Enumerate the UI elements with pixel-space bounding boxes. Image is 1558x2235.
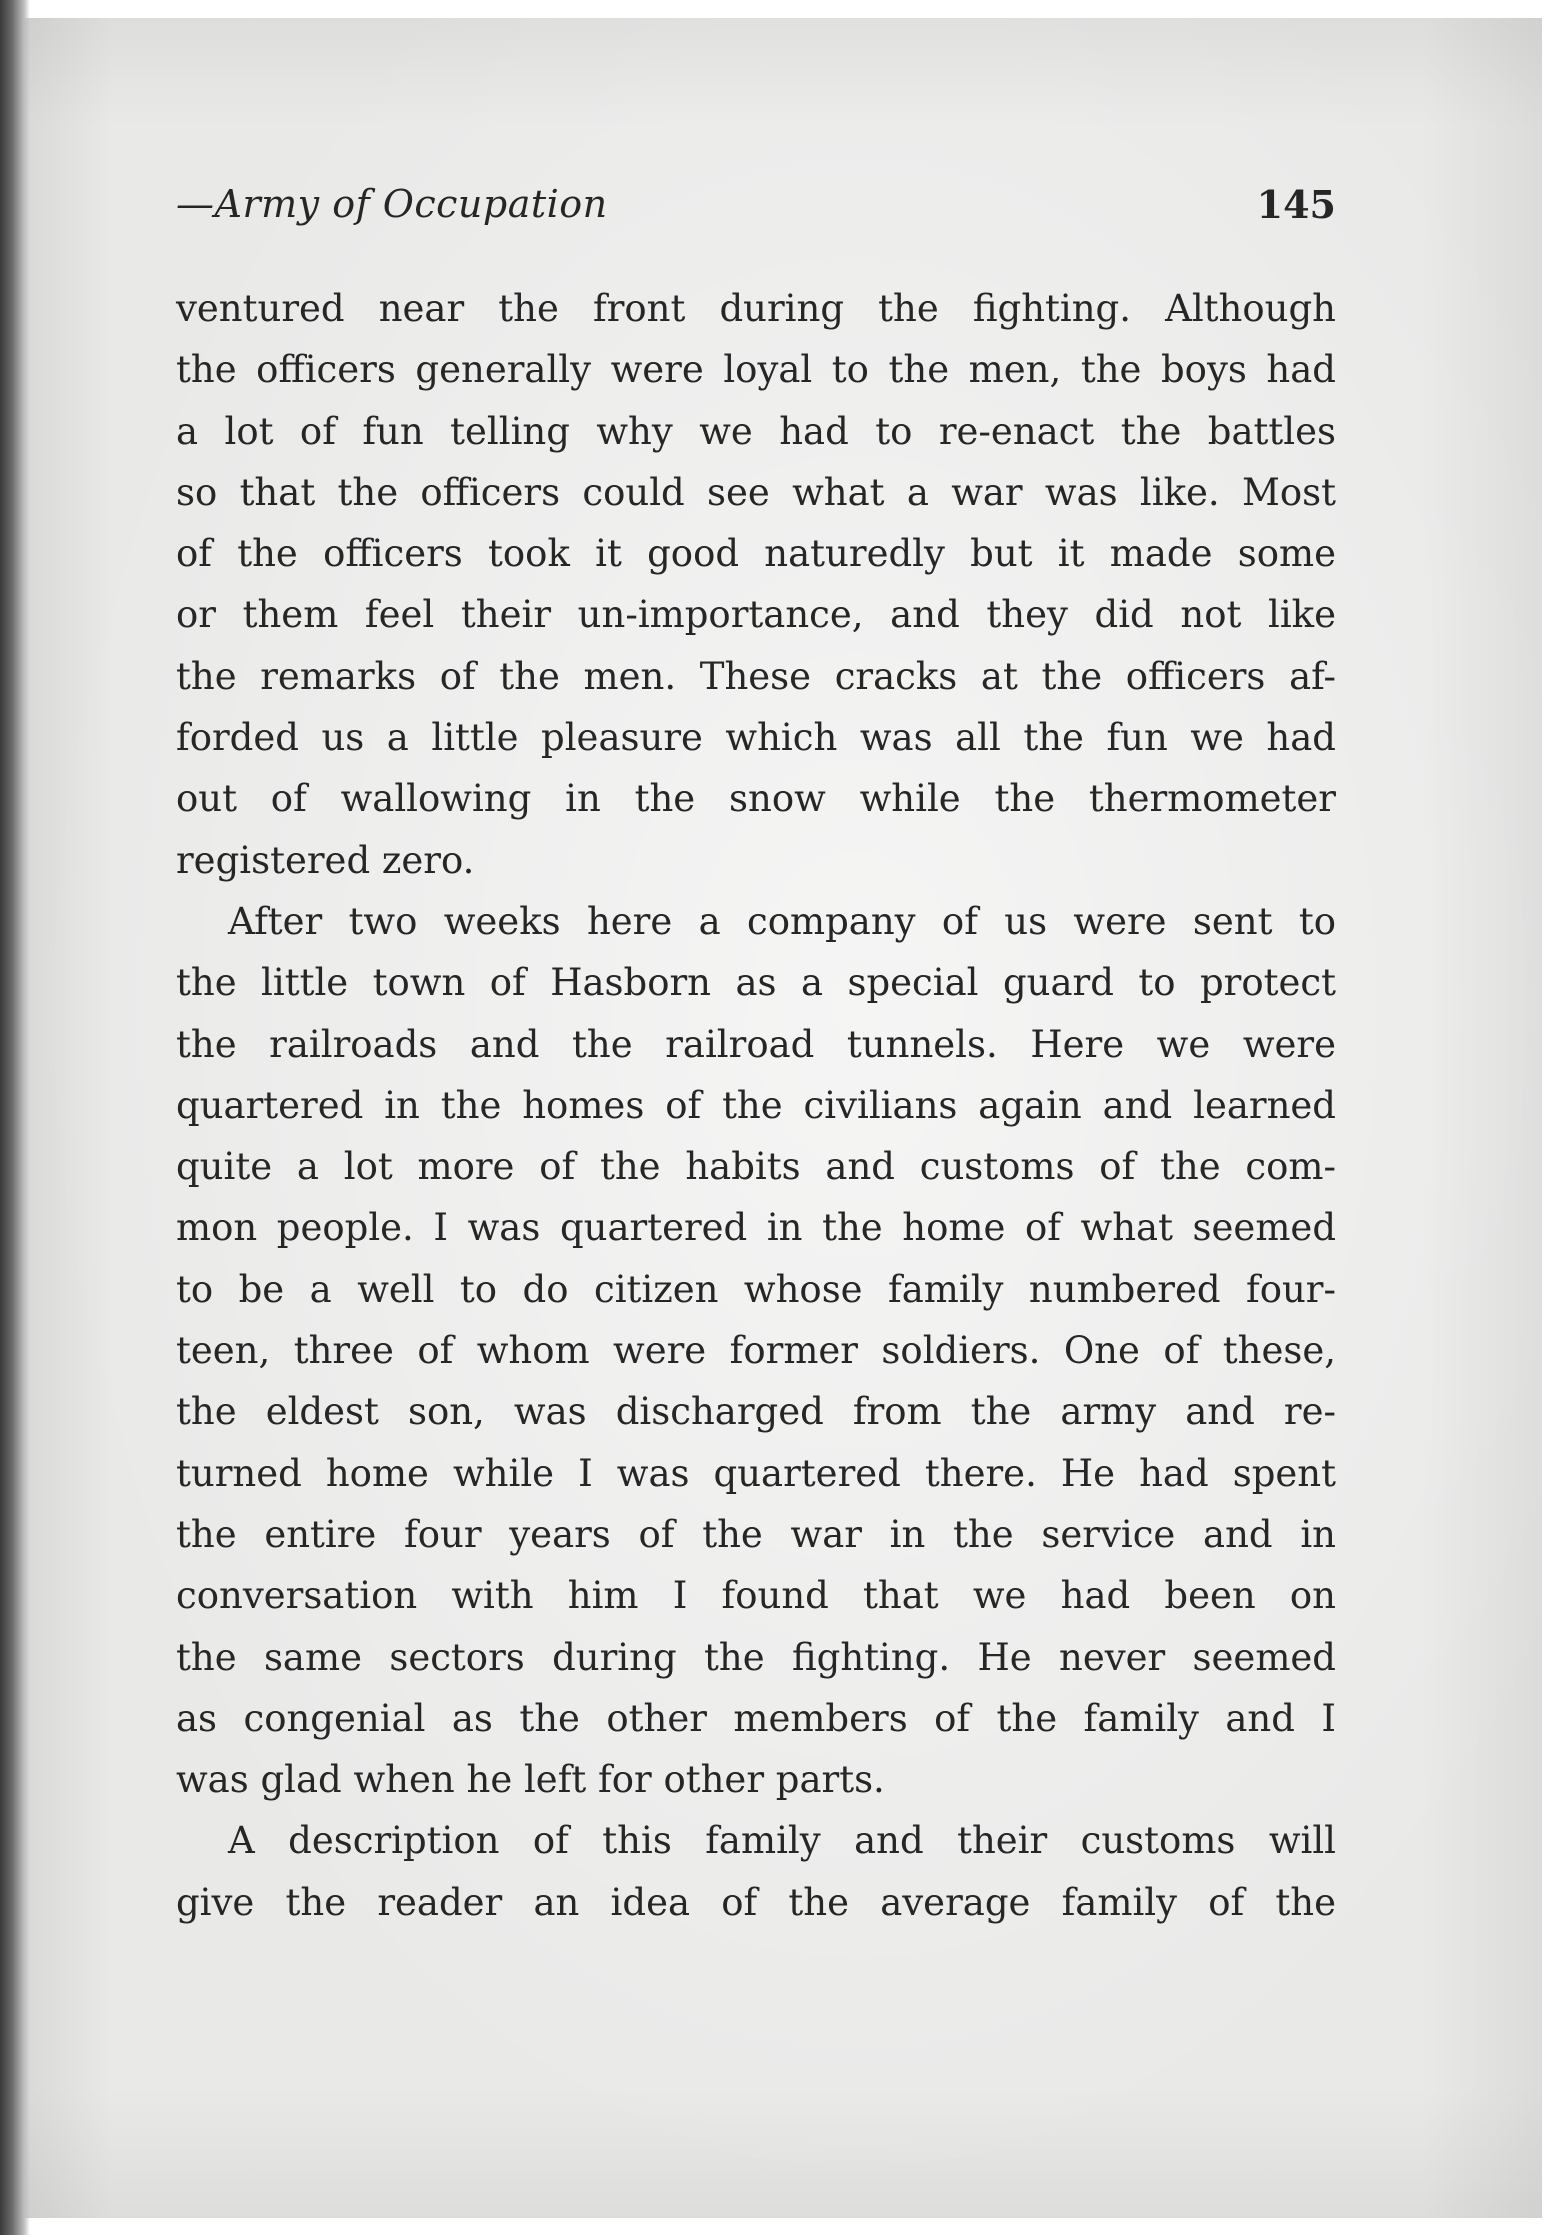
page-number: 145 — [1256, 182, 1336, 227]
text-line: give the reader an idea of the average family of the — [176, 1880, 1336, 1924]
text-line: was glad when he left for other parts. — [176, 1758, 885, 1802]
text-line: quite a lot more of the habits and customs of the com- — [176, 1145, 1336, 1189]
text-line: quartered in the homes of the civilians again and learned — [176, 1083, 1336, 1127]
text-line: forded us a little pleasure which was all the fun we had — [176, 716, 1336, 760]
text-line: After two weeks here a company of us were sent to — [228, 899, 1336, 943]
text-line: registered zero. — [176, 838, 475, 882]
text-line: the same sectors during the fighting. He never seemed — [176, 1635, 1336, 1679]
text-line: or them feel their un-importance, and they did not like — [176, 593, 1336, 637]
text-line: the officers generally were loyal to the men, the boys had — [176, 348, 1336, 392]
paragraph — [176, 278, 1336, 891]
text-line: conversation with him I found that we had been on — [176, 1574, 1336, 1618]
text-line: A description of this family and their customs will — [228, 1819, 1336, 1863]
text-line: out of wallowing in the snow while the thermometer — [176, 777, 1336, 821]
paragraph — [176, 1810, 1336, 1933]
text-line: the railroads and the railroad tunnels. Here we were — [176, 1022, 1336, 1066]
text-line: the eldest son, was discharged from the army and re- — [176, 1390, 1336, 1434]
text-line: of the officers took it good naturedly but it made some — [176, 532, 1336, 576]
running-head — [176, 182, 1336, 238]
text-line: ventured near the front during the fighting. Although — [176, 287, 1336, 330]
binding-shadow — [0, 0, 30, 2235]
text-line: the remarks of the men. These cracks at the officers af- — [176, 654, 1336, 698]
text-line: a lot of fun telling why we had to re-enact the battles — [176, 409, 1336, 453]
text-line: the entire four years of the war in the service and in — [176, 1512, 1336, 1556]
running-head-title: —Army of Occupation — [176, 182, 608, 226]
text-line: turned home while I was quartered there. He had spent — [176, 1451, 1336, 1495]
page-edge — [1544, 0, 1558, 2235]
text-line: as congenial as the other members of the family and I — [176, 1696, 1336, 1740]
paragraph — [176, 891, 1336, 1810]
text-line: teen, three of whom were former soldiers. One of these, — [176, 1329, 1336, 1373]
text-line: so that the officers could see what a war was like. Most — [176, 470, 1336, 514]
body-text — [176, 278, 1336, 1933]
text-line: mon people. I was quartered in the home of what seemed — [176, 1206, 1336, 1250]
text-line: to be a well to do citizen whose family numbered four- — [176, 1267, 1336, 1311]
text-line: the little town of Hasborn as a special guard to protect — [176, 961, 1336, 1005]
